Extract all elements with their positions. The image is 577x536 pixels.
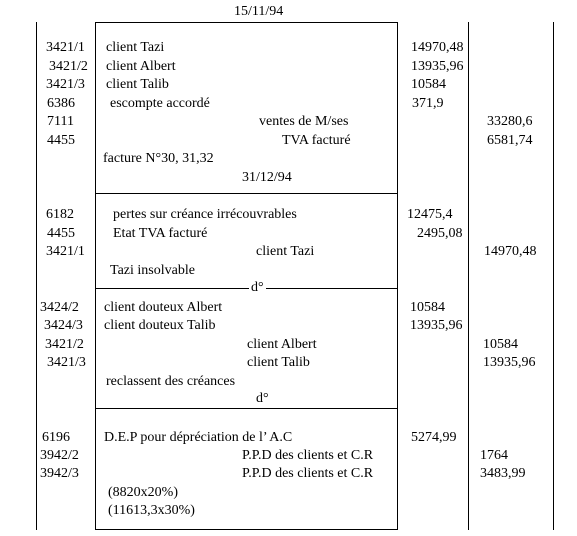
debit-amount: 13935,96: [411, 59, 464, 74]
account-label: client douteux Talib: [104, 318, 216, 333]
credit-amount: 14970,48: [484, 244, 537, 259]
credit-amount: 33280,6: [487, 114, 533, 129]
account-number: 3421/3: [46, 77, 85, 92]
entry-date: 31/12/94: [242, 170, 292, 185]
account-number: 3421/2: [49, 59, 88, 74]
account-number: 3421/3: [47, 355, 86, 370]
ditto-mark: d°: [251, 280, 264, 295]
credit-amount: 13935,96: [483, 355, 536, 370]
debit-amount: 10584: [411, 77, 446, 92]
column-divider-right: [553, 22, 554, 530]
credit-amount: 1764: [480, 448, 508, 463]
debit-amount: 12475,4: [407, 207, 453, 222]
account-label: client Albert: [247, 337, 317, 352]
entry-memo: Tazi insolvable: [110, 263, 195, 278]
account-label: client Albert: [106, 59, 176, 74]
account-number: 3424/3: [44, 318, 83, 333]
credit-amount: 3483,99: [480, 466, 526, 481]
account-label: ventes de M/ses: [259, 114, 349, 129]
account-label: client douteux Albert: [104, 300, 223, 315]
debit-amount: 371,9: [412, 96, 444, 111]
account-label: D.E.P pour dépréciation de l’ A.C: [104, 430, 293, 445]
account-label: client Talib: [247, 355, 310, 370]
calculation-note: (8820x20%): [108, 485, 178, 500]
account-number: 3424/2: [40, 300, 79, 315]
debit-amount: 14970,48: [411, 40, 464, 55]
account-label: Etat TVA facturé: [113, 226, 208, 241]
ditto-mark: d°: [256, 391, 269, 406]
account-label: client Tazi: [256, 244, 315, 259]
credit-amount: 6581,74: [487, 133, 533, 148]
account-number: 4455: [47, 226, 75, 241]
credit-amount: 10584: [483, 337, 518, 352]
account-number: 3421/1: [46, 40, 85, 55]
account-label: escompte accordé: [110, 96, 210, 111]
entry-date-header: 15/11/94: [234, 4, 284, 19]
entry-memo: facture N°30, 31,32: [103, 151, 214, 166]
account-number: 3421/1: [46, 244, 85, 259]
account-number: 6386: [47, 96, 75, 111]
calculation-note: (11613,3x30%): [108, 503, 195, 518]
column-divider-left: [36, 22, 37, 530]
account-number: 6196: [42, 430, 70, 445]
column-divider-debit: [468, 22, 469, 530]
account-label: client Tazi: [106, 40, 165, 55]
debit-amount: 10584: [410, 300, 445, 315]
account-label: client Talib: [106, 77, 169, 92]
entry-memo: reclassent des créances: [106, 374, 236, 389]
account-number: 4455: [47, 133, 75, 148]
account-number: 6182: [46, 207, 74, 222]
debit-amount: 5274,99: [411, 430, 457, 445]
account-label: TVA facturé: [282, 133, 351, 148]
account-label: P.P.D des clients et C.R: [242, 448, 374, 463]
account-number: 3421/2: [45, 337, 84, 352]
debit-amount: 13935,96: [410, 318, 463, 333]
debit-amount: 2495,08: [417, 226, 463, 241]
account-label: P.P.D des clients et C.R: [242, 466, 374, 481]
account-number: 7111: [47, 114, 74, 129]
account-number: 3942/2: [40, 448, 79, 463]
account-number: 3942/3: [40, 466, 79, 481]
account-label: pertes sur créance irrécouvrables: [113, 207, 297, 222]
